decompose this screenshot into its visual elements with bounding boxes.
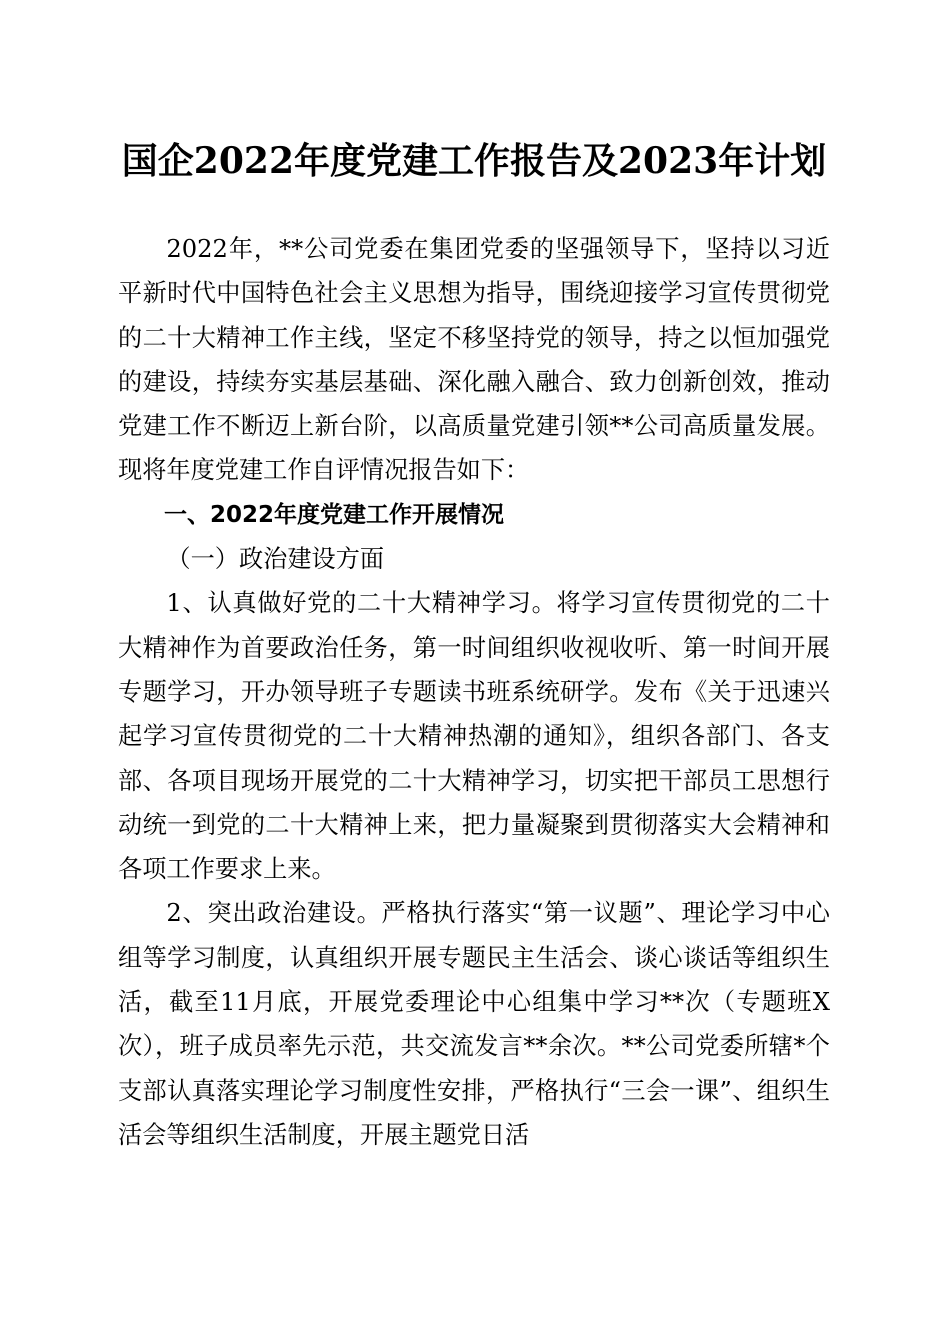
paragraph-1: 1、认真做好党的二十大精神学习。将学习宣传贯彻党的二十大精神作为首要政治任务，第一时间组织收视收听、第一时间开展专题学习，开办领导班子专题读书班系统研学。发布《关于迅速兴起学习宣传贯彻党的二十大精神热潮的通知》，组织各部门、各支部、各项目现场开展党的二十大精神学习，切实把干部员工思想行动统一到党的二十大精神上来，把力量凝聚到贯彻落实大会精神和各项工作要求上来。: [118, 589, 830, 884]
document-title: 国企2022年度党建工作报告及2023年计划: [121, 140, 827, 182]
paragraph-2: 2、突出政治建设。严格执行落实“第一议题”、理论学习中心组等学习制度，认真组织开展专题民主生活会、谈心谈话等组织生活，截至11月底，开展党委理论中心组集中学习**次（专题班X次），班子成员率先示范，共交流发言**余次。**公司党委所辖*个支部认真落实理论学习制度性安排，严格执行“三会一课”、组织生活会等组织生活制度，开展主题党日活: [118, 899, 830, 1149]
section-heading-1: 一、2022年度党建工作开展情况: [164, 501, 505, 528]
subsection-heading-1: （一）政治建设方面: [166, 545, 385, 574]
intro-paragraph: 2022年，**公司党委在集团党委的坚强领导下，坚持以习近平新时代中国特色社会主义思想为指导，围绕迎接学习宣传贯彻党的二十大精神工作主线，坚定不移坚持党的领导，持之以恒加强党的建设，持续夯实基层基础、深化融入融合、致力创新创效，推动党建工作不断迈上新台阶，以高质量党建引领**公司高质量发展。现将年度党建工作自评情况报告如下：: [118, 235, 830, 485]
document-page: [118, 138, 830, 1157]
